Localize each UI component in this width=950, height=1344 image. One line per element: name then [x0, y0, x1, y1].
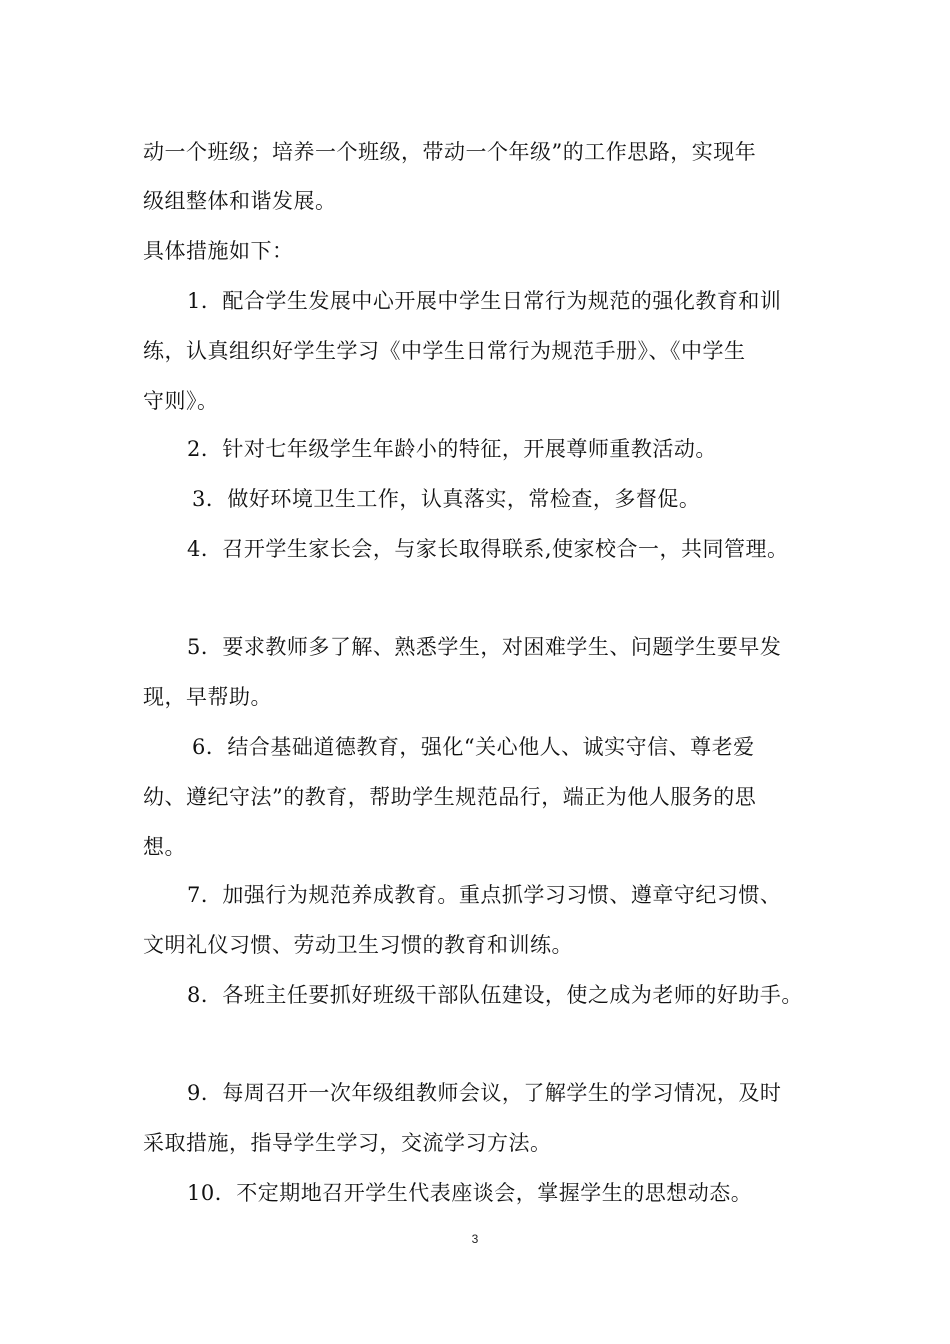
- text-line-10: 5．要求教师多了解、熟悉学生，对困难学生、问题学生要早发: [187, 635, 782, 659]
- text-line-3: 具体措施如下：: [143, 239, 294, 263]
- text-line-6: 守则》。: [143, 389, 219, 413]
- text-line-16: 文明礼仪习惯、劳动卫生习惯的教育和训练。: [143, 933, 573, 957]
- text-line-9: 4．召开学生家长会，与家长取得联系,使家校合一，共同管理。: [187, 537, 789, 561]
- text-line-18: 9．每周召开一次年级组教师会议，了解学生的学习情况，及时: [187, 1081, 782, 1105]
- text-line-5: 练，认真组织好学生学习《中学生日常行为规范手册》、《中学生: [143, 339, 746, 363]
- text-line-14: 想。: [143, 835, 186, 859]
- text-line-17: 8．各班主任要抓好班级干部队伍建设，使之成为老师的好助手。: [187, 983, 803, 1007]
- text-line-13: 幼、遵纪守法”的教育，帮助学生规范品行，端正为他人服务的思: [143, 785, 757, 809]
- text-line-4: 1．配合学生发展中心开展中学生日常行为规范的强化教育和训: [187, 289, 782, 313]
- text-line-19: 采取措施，指导学生学习，交流学习方法。: [143, 1131, 552, 1155]
- text-line-7: 2．针对七年级学生年龄小的特征，开展尊师重教活动。: [187, 437, 717, 461]
- text-line-12: 6．结合基础道德教育，强化“关心他人、诚实守信、尊老爱: [192, 735, 755, 759]
- text-line-11: 现，早帮助。: [143, 685, 272, 709]
- text-line-8: 3．做好环境卫生工作，认真落实，常检查，多督促。: [192, 487, 701, 511]
- text-line-1: 动一个班级；培养一个班级，带动一个年级”的工作思路，实现年: [143, 140, 757, 164]
- text-line-20: 10．不定期地召开学生代表座谈会，掌握学生的思想动态。: [187, 1181, 753, 1205]
- text-line-15: 7．加强行为规范养成教育。重点抓学习习惯、遵章守纪习惯、: [187, 883, 782, 907]
- text-line-2: 级组整体和谐发展。: [143, 189, 337, 213]
- page-number: 3: [471, 1232, 479, 1246]
